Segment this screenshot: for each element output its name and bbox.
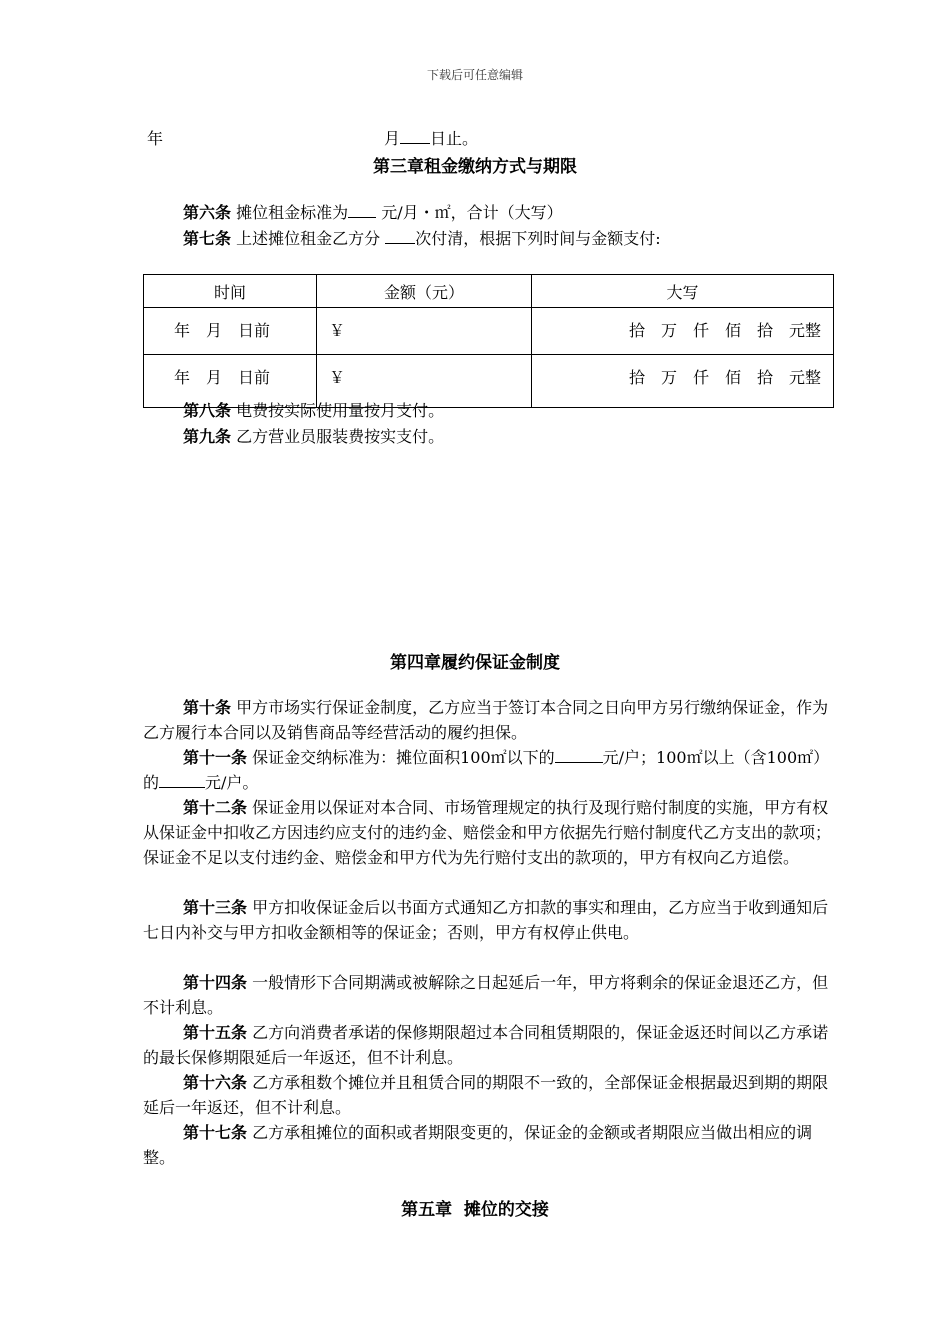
row-capital: 拾 万 仟 佰 拾 元整 xyxy=(532,355,834,408)
article-12-label: 第十二条 xyxy=(183,798,248,817)
date-month-day xyxy=(384,126,478,149)
article-13-label: 第十三条 xyxy=(183,898,248,917)
date-month: 月 xyxy=(384,129,401,148)
article-6-text-b: 元/月・㎡，合计（大写） xyxy=(381,203,563,222)
article-10-text: 甲方市场实行保证金制度，乙方应当于签订本合同之日向甲方另行缴纳保证金，作为乙方履行本合同以及销售商品等经营活动的履约担保。 xyxy=(143,698,829,742)
article-10 xyxy=(143,695,833,745)
article-11-label: 第十一条 xyxy=(183,748,248,767)
article-13 xyxy=(143,895,833,945)
article-7-text-a: 上述摊位租金乙方分 xyxy=(236,229,381,248)
blank-deposit-large xyxy=(159,773,205,788)
article-14-text: 一般情形下合同期满或被解除之日起延后一年，甲方将剩余的保证金退还乙方，但不计利息。 xyxy=(143,973,829,1017)
article-16-label: 第十六条 xyxy=(183,1073,248,1092)
article-9 xyxy=(143,424,833,449)
article-17-text: 乙方承租摊位的面积或者期限变更的，保证金的金额或者期限应当做出相应的调整。 xyxy=(143,1123,813,1167)
header-capital: 大写 xyxy=(532,275,834,308)
article-8-text: 电费按实际使用量按月支付。 xyxy=(236,401,445,420)
row-amount: ￥ xyxy=(317,355,532,408)
chapter-5-title: 第五章 摊位的交接 xyxy=(401,1200,549,1220)
table-header-row xyxy=(144,275,834,308)
article-7 xyxy=(143,226,833,251)
article-17-label: 第十七条 xyxy=(183,1123,248,1142)
payment-schedule-table xyxy=(143,274,834,408)
header-amount: 金额（元） xyxy=(317,275,532,308)
article-9-text: 乙方营业员服装费按实支付。 xyxy=(236,427,445,446)
article-15-label: 第十五条 xyxy=(183,1023,248,1042)
article-8-label: 第八条 xyxy=(183,401,232,420)
article-12-text: 保证金用以保证对本合同、市场管理规定的执行及现行赔付制度的实施，甲方有权从保证金中扣收乙方因违约应支付的违约金、赔偿金和甲方依据先行赔付制度代乙方支出的款项；保证金不足以支付违约金、赔偿金和甲方代为先行赔付支出的款项的，甲方有权向乙方追偿。 xyxy=(143,798,832,867)
article-7-label: 第七条 xyxy=(183,229,232,248)
row-time: 年 月 日前 xyxy=(144,355,317,408)
article-10-label: 第十条 xyxy=(183,698,232,717)
article-6-label: 第六条 xyxy=(183,203,232,222)
page-header-note: 下载后可任意编辑 xyxy=(426,68,523,82)
article-11-text-a: 保证金交纳标准为：摊位面积100㎡以下的 xyxy=(252,748,555,767)
blank-installments xyxy=(385,229,415,244)
table-row xyxy=(144,308,834,355)
blank-rent-rate xyxy=(348,203,376,218)
article-17 xyxy=(143,1120,833,1170)
blank-deposit-small xyxy=(555,748,603,763)
chapter-4-title: 第四章履约保证金制度 xyxy=(390,653,560,673)
article-9-label: 第九条 xyxy=(183,427,232,446)
article-7-text-b: 次付清，根据下列时间与金额支付: xyxy=(415,229,661,248)
row-time: 年 月 日前 xyxy=(144,308,317,355)
header-time: 时间 xyxy=(144,275,317,308)
article-11-text-b: 元/户；100㎡以上（含100㎡）的 xyxy=(143,748,830,792)
blank-day xyxy=(400,129,430,144)
row-amount: ￥ xyxy=(317,308,532,355)
date-year: 年 xyxy=(147,129,164,148)
article-15 xyxy=(143,1020,833,1070)
article-16 xyxy=(143,1070,833,1120)
article-11-text-c: 元/户。 xyxy=(205,773,259,792)
article-6 xyxy=(143,200,833,225)
chapter-3-title: 第三章租金缴纳方式与期限 xyxy=(373,157,577,177)
date-day-end: 日止。 xyxy=(430,129,479,148)
article-15-text: 乙方向消费者承诺的保修期限超过本合同租赁期限的，保证金返还时间以乙方承诺的最长保修期限延后一年返还，但不计利息。 xyxy=(143,1023,829,1067)
row-capital: 拾 万 仟 佰 拾 元整 xyxy=(532,308,834,355)
article-12 xyxy=(143,795,833,870)
article-6-text-a: 摊位租金标准为 xyxy=(236,203,349,222)
article-8 xyxy=(143,398,833,423)
article-13-text: 甲方扣收保证金后以书面方式通知乙方扣款的事实和理由，乙方应当于收到通知后七日内补交与甲方扣收金额相等的保证金；否则，甲方有权停止供电。 xyxy=(143,898,829,942)
article-16-text: 乙方承租数个摊位并且租赁合同的期限不一致的，全部保证金根据最迟到期的期限延后一年返还，但不计利息。 xyxy=(143,1073,829,1117)
article-11 xyxy=(143,745,833,795)
article-14 xyxy=(143,970,833,1020)
article-14-label: 第十四条 xyxy=(183,973,248,992)
